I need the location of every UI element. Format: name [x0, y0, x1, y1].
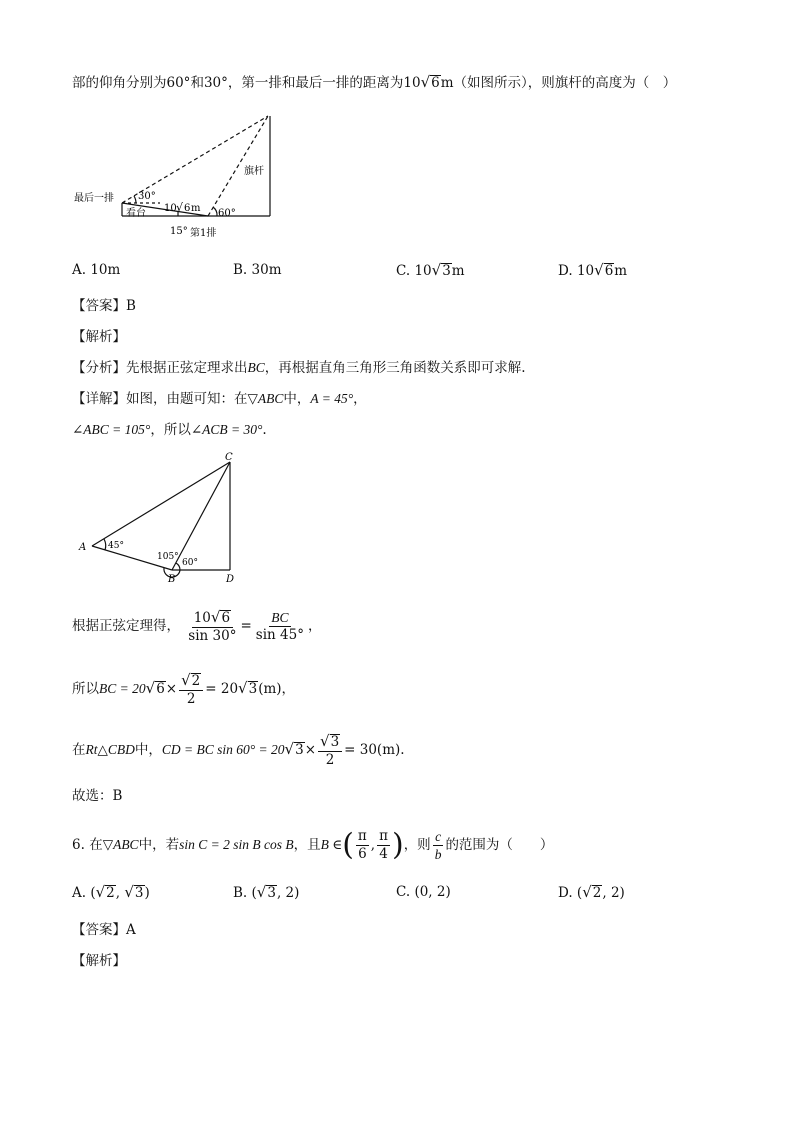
q5-sine-intro: 根据正弦定理得，	[72, 618, 180, 634]
fig1-dist-unit: m	[191, 203, 201, 214]
q5-fenxi-text-b: ，再根据直角三角形三角函数关系即可求解.	[264, 360, 526, 376]
q6-b-in: B ∈	[320, 837, 343, 852]
q6-analysis-tag: 【解析】	[72, 953, 126, 969]
q5-detail-text-c: ，	[353, 391, 367, 407]
q5-choose	[72, 786, 122, 806]
q5-so-lhs: BC = 20	[99, 681, 146, 696]
q6-option-d-r1: 2	[592, 885, 602, 901]
q5-sine-end: ，	[307, 618, 322, 634]
q6-option-b-r1: 3	[267, 885, 276, 901]
q6-equation: sin C = 2 sin B cos B	[179, 837, 294, 852]
q5-detail-text-a: 如图，由题可知：在	[126, 391, 248, 407]
q6-pi1: π	[357, 828, 367, 844]
q5-rt-result: = 30(m)	[344, 742, 401, 758]
q6-answer-tag: 【答案】	[72, 922, 126, 938]
q5-answer-tag: 【答案】	[72, 298, 126, 314]
fig1-sqrt-icon: √	[176, 201, 184, 214]
right-paren-icon: )	[391, 827, 404, 863]
q5-sine-eq: =	[240, 618, 252, 634]
q5-detail-eq: A = 45°	[310, 391, 354, 406]
q6-stem-e: 的范围为（ ）	[445, 837, 554, 853]
sqrt-icon: √	[181, 670, 191, 689]
sqrt-icon: √	[124, 883, 134, 901]
q5-rt-lhs: CD = BC sin 60° = 20	[161, 742, 285, 757]
q5-rt-den: 2	[325, 751, 335, 768]
fig2-angle-60: 60°	[182, 558, 198, 568]
fig2-label-a: A	[79, 542, 87, 553]
q5-detail-triangle: ▽ABC	[247, 391, 284, 406]
q5-option-c-unit: m	[451, 263, 465, 279]
fig2-angle-45: 45°	[108, 541, 124, 551]
q5-so-eq: = 20	[205, 681, 239, 697]
q5-sine-den1: sin 30°	[188, 627, 237, 644]
q5-sine-frac-2	[254, 609, 306, 644]
q6-number: 6.	[72, 837, 85, 853]
q5-so-times: ×	[165, 681, 178, 697]
fig2-label-b: B	[168, 574, 176, 585]
q6-frac-pi6	[356, 828, 369, 863]
q5-answer	[72, 296, 136, 316]
q6-frac-cb	[433, 828, 444, 863]
q6-d2: 4	[379, 846, 388, 862]
q5-angle-acb: ∠ACB = 30°	[190, 422, 263, 437]
sqrt-icon: √	[256, 883, 267, 901]
q6-frac-den: b	[434, 847, 442, 862]
q5-so-intro: 所以	[72, 681, 99, 697]
q5-bc-result	[72, 668, 295, 709]
q6-option-b-label: B.	[233, 885, 248, 901]
sqrt-icon: √	[238, 679, 248, 697]
q5-option-c	[396, 260, 465, 281]
stadium-flagpole-figure	[72, 108, 282, 238]
q5-line2-end: .	[262, 422, 267, 438]
q5-sine-num1-coef: 10	[193, 609, 211, 626]
sqrt-icon: √	[320, 731, 330, 750]
q6-option-b-tail: 2	[285, 885, 295, 901]
q5-option-c-label: C.	[396, 263, 411, 279]
q5-option-a-value: 10m	[90, 262, 121, 278]
fig1-dist-coef: 10	[164, 203, 177, 214]
q5-fenxi	[72, 358, 526, 378]
q5-rt-rad1: 3	[295, 742, 304, 758]
q5-option-b-label: B.	[233, 262, 248, 278]
fig2-label-d: D	[226, 574, 235, 585]
q5-so-end: ，	[281, 681, 296, 697]
q6-option-a-r1: 2	[106, 885, 115, 901]
q5-so-num-rad: 2	[191, 672, 201, 689]
q5-stem-text-c: （如图所示），则旗杆的高度为（ ）	[453, 75, 677, 91]
sqrt-icon: √	[95, 883, 106, 901]
q5-option-d-label: D.	[558, 263, 573, 279]
q5-so-rad2: 3	[248, 681, 258, 697]
q5-angle-1: 60°	[166, 75, 191, 91]
fig1-angle-30: 30°	[138, 191, 156, 202]
q5-dist-unit: m	[440, 75, 454, 91]
q5-option-c-coef: 10	[414, 263, 432, 279]
q5-option-d-unit: m	[614, 263, 628, 279]
q5-rt-frac	[318, 733, 342, 769]
fig1-first-row: 第1排	[190, 228, 217, 238]
q6-option-a: A. (√2, √3)	[72, 883, 150, 901]
q6-pi2: π	[379, 828, 388, 844]
q5-detail-text-b: 中，	[283, 391, 311, 407]
q5-stem-text-b: ，第一排和最后一排的距离为	[227, 75, 404, 91]
q5-option-c-radicand: 3	[442, 263, 451, 279]
q6-option-c-label: C.	[396, 884, 411, 900]
sqrt-icon: √	[594, 261, 604, 279]
q6-frac-pi4	[377, 828, 390, 863]
fig2-label-c: C	[225, 452, 233, 463]
q5-so-den: 2	[186, 690, 196, 707]
q5-sine-frac-1	[186, 609, 238, 645]
q5-rt-triangle: Rt△CBD	[85, 742, 135, 757]
q6-stem-a: 在	[89, 837, 103, 853]
q5-sine-law	[72, 606, 321, 646]
q5-detail-tag: 【详解】	[72, 391, 126, 407]
q6-stem-b: 中，若	[138, 837, 180, 853]
q6-option-a-label: A.	[72, 885, 87, 901]
q5-sine-num2: BC	[271, 610, 289, 625]
fig1-flagpole: 旗杆	[244, 166, 264, 177]
sqrt-icon: √	[284, 740, 295, 758]
q6-option-d-tail: 2	[610, 885, 620, 901]
q6-option-d: D. (√2, 2)	[558, 883, 625, 901]
fig1-last-row: 最后一排	[74, 193, 114, 204]
q5-rt-mid: 中，	[134, 742, 162, 758]
sqrt-icon: √	[431, 261, 442, 279]
q6-triangle: ▽ABC	[102, 837, 139, 852]
q6-stem-c: ，且	[293, 837, 321, 853]
q5-fenxi-bc: BC	[247, 360, 265, 375]
q5-fenxi-text-a: 先根据正弦定理求出	[126, 360, 248, 376]
q5-rt-end: .	[400, 742, 405, 758]
q5-fenxi-tag: 【分析】	[72, 360, 126, 376]
fig2-angle-105: 105°	[157, 552, 179, 562]
fig1-dist-rad: 6	[184, 203, 191, 214]
q5-line2-mid: ，所以	[150, 422, 191, 438]
q5-analysis-heading	[72, 327, 126, 347]
q5-stem-and: 和	[190, 75, 204, 91]
q5-option-a-label: A.	[72, 262, 87, 278]
q6-option-d-label: D.	[558, 885, 573, 901]
sqrt-icon: √	[145, 679, 156, 697]
q5-detail	[72, 389, 367, 409]
q6-analysis-heading	[72, 951, 126, 971]
sqrt-icon: √	[582, 883, 592, 901]
q5-choose-text: 故选：B	[72, 788, 123, 804]
q6-stem: 6. 在▽ABC中，若sin C = 2 sin B cos B，且B ∈( $\frac{\pi}{6}$ , $\frac{\pi}{4}$ )，则 $\frac{c}{b}$ 的范围为（ ）	[72, 827, 554, 863]
q5-detail-line2	[72, 420, 267, 440]
q6-answer-value: A	[126, 922, 136, 938]
q5-cd-result	[72, 729, 405, 770]
q5-analysis-tag: 【解析】	[72, 329, 126, 345]
q6-answer	[72, 920, 136, 940]
q5-angle-2: 30°	[203, 75, 228, 91]
q5-dist-radicand: 6	[431, 75, 440, 91]
q5-answer-value: B	[126, 298, 136, 314]
q5-rt-num-rad: 3	[330, 733, 340, 750]
q6-stem-d: ，则	[403, 837, 431, 853]
q5-option-b-value: 30m	[251, 262, 282, 278]
fig1-angle-60: 60°	[218, 208, 236, 219]
q6-option-c-value: (0, 2)	[414, 884, 451, 900]
q5-rt-times: ×	[304, 742, 316, 758]
triangle-abcd-figure	[72, 450, 252, 590]
q5-option-d-radicand: 6	[604, 263, 614, 279]
sqrt-icon: √	[420, 73, 431, 91]
q5-so-unit: (m)	[258, 681, 282, 697]
q5-sine-den2: sin 45°	[255, 627, 304, 643]
q5-so-rad1: 6	[156, 681, 165, 697]
q5-option-a	[72, 260, 120, 280]
q5-sine-num1-rad: 6	[221, 609, 231, 626]
q5-angle-abc: ∠ABC = 105°	[72, 422, 151, 437]
q5-option-b	[233, 260, 282, 280]
q5-option-d-coef: 10	[576, 263, 595, 279]
q5-so-frac	[179, 672, 203, 708]
fig1-stand: 看台	[126, 208, 146, 219]
q5-rt-intro: 在	[72, 742, 86, 758]
q6-option-a-r2: 3	[134, 885, 144, 901]
q5-stem	[72, 72, 676, 93]
q5-stem-text-a: 部的仰角分别为	[72, 75, 167, 91]
fig1-angle-15: 15°	[170, 226, 188, 237]
left-paren-icon: (	[342, 827, 354, 863]
q6-option-b: B. (√3, 2)	[233, 883, 300, 901]
q5-dist-coef: 10	[403, 75, 421, 91]
q6-frac-num: c	[435, 829, 442, 844]
q5-option-d	[558, 260, 627, 281]
q6-d1: 6	[358, 846, 367, 862]
sqrt-icon: √	[210, 607, 221, 626]
q6-option-c	[396, 882, 451, 902]
